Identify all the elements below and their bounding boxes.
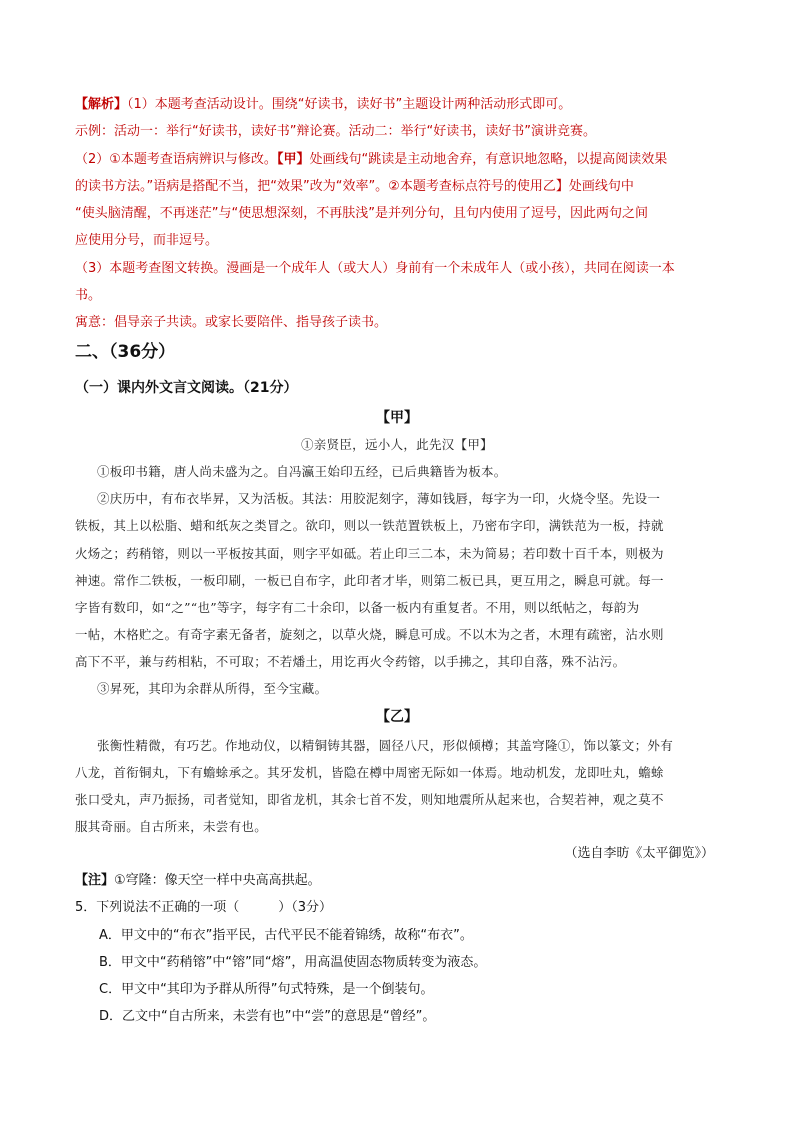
jia-paragraph-1: ①板印书籍，唐人尚未盛为之。自冯瀛王始印五经，已后典籍皆为板本。 [97,464,507,479]
analysis-q2-line3: “使头脑清醒，不再迷茫”与“使思想深刻，不再肤浅”是并列分句，且句内使用了逗号，因此两句之间 [75,206,648,221]
jia-paragraph-3: ③昇死，其印为余群从所得，至今宝藏。 [97,681,328,696]
note-text: ①穹隆：像天空一样中央高高拱起。 [114,873,321,888]
jia-p2-line: 一帖，木格贮之。有奇字素无备者，旋刻之，以草火烧，瞬息可成。不以木为之者，木理有疏密，沾水则 [75,627,664,642]
question5-option-a: A．甲文中的“布衣”指平民，古代平民不能着锦绣，故称“布衣”。 [99,928,473,943]
jia-heading: 【甲】 [376,410,418,426]
question5-stem: 5．下列说法不正确的一项（ ）（3分） [75,900,333,915]
jia-p2-line: 神速。常作二铁板，一板印刷，一板已自布字，此印者才毕，则第二板已具，更互用之，瞬息可就。每一 [75,573,664,588]
analysis-q2-line2: 的读书方法。”语病是搭配不当，把“效果”改为“效率”。②本题考查标点符号的使用乙】处画线句中 [75,179,634,194]
yi-line: 八龙，首衔铜丸，下有蟾蜍承之。其牙发机，皆隐在樽中周密无际如一体焉。地动机发，龙即吐丸，蟾蜍 [75,765,664,780]
jia-p2-line: 火炀之；药稍镕，则以一平板按其面，则字平如砥。若止印三二本，未为简易；若印数十百千本，则极为 [75,546,664,561]
jia-subtitle: ①亲贤臣，远小人，此先汉【甲】 [300,437,493,452]
analysis-example: 示例：活动一：举行“好读书，读好书”辩论赛。活动二：举行“好读书，读好书”演讲竞赛。 [75,124,596,139]
analysis-q1 [75,96,571,114]
section2-title: 二、（36分） [75,342,176,362]
note-tag: 【注】 [75,873,115,888]
yi-heading: 【乙】 [376,709,418,725]
jia-p2-line: ②庆历中，有布衣毕昇，又为活板。其法：用胶泥刻字，薄如钱唇，每字为一印，火烧令坚。先设一 [97,491,661,506]
note [75,872,321,890]
jia-p2-line: 高下不平，兼与药相粘，不可取；不若燔土，用讫再火令药镕，以手拂之，其印自落，殊不沾污。 [75,654,626,669]
yi-source: （选自李昉《太平御览》） [564,846,714,861]
yi-line: 张口受丸，声乃振扬，司者觉知，即省龙机，其余七首不发，则知地震所从起来也，合契若神，观之莫不 [75,792,664,807]
analysis-q3-line2: 书。 [75,288,102,303]
question5-option-b: B．甲文中“药稍镕”中“镕”同“熔”，用高温使固态物质转变为液态。 [99,955,487,970]
analysis-q3-line1: （3）本题考查图文转换。漫画是一个成年人（或大人）身前有一个未成年人（或小孩），共同在阅读一本 [75,261,675,276]
analysis-q2-line1: （2）①本题考查语病辨识与修改。【甲】处画线句“跳读是主动地舍弃，有意识地忽略，以提高阅读效果 [75,152,668,167]
analysis-q1-text: （1）本题考查活动设计。围绕“好读书，读好书”主题设计两种活动形式即可。 [127,97,572,112]
question5-option-d: D．乙文中“自古所来，未尝有也”中“尝”的意思是“曾经”。 [99,1009,436,1024]
question5-option-c: C．甲文中“其印为予群从所得”句式特殊，是一个倒装句。 [99,982,434,997]
jia-p2-line: 铁板，其上以松脂、蜡和纸灰之类冒之。欲印，则以一铁范置铁板上，乃密布字印，满铁范为一板，持就 [75,518,664,533]
jia-p2-line: 字皆有数印，如“之”“也”等字，每字有二十余印，以备一板内有重复者。不用，则以纸帖之，每韵为 [75,600,640,615]
yi-line: 服其奇丽。自古所来，未尝有也。 [75,819,268,834]
analysis-tag: 【解析】 [75,97,128,112]
yi-line: 张衡性精微，有巧艺。作地动仪，以精铜铸其器，圆径八尺，形似倾樽；其盖穹隆①，饰以篆文；外有 [97,738,674,753]
section2-sub1: （一）课内外文言文阅读。（21分） [75,380,298,396]
analysis-meaning: 寓意：倡导亲子共读。或家长要陪伴、指导孩子读书。 [75,315,388,330]
analysis-q2-line4: 应使用分号，而非逗号。 [75,233,219,248]
